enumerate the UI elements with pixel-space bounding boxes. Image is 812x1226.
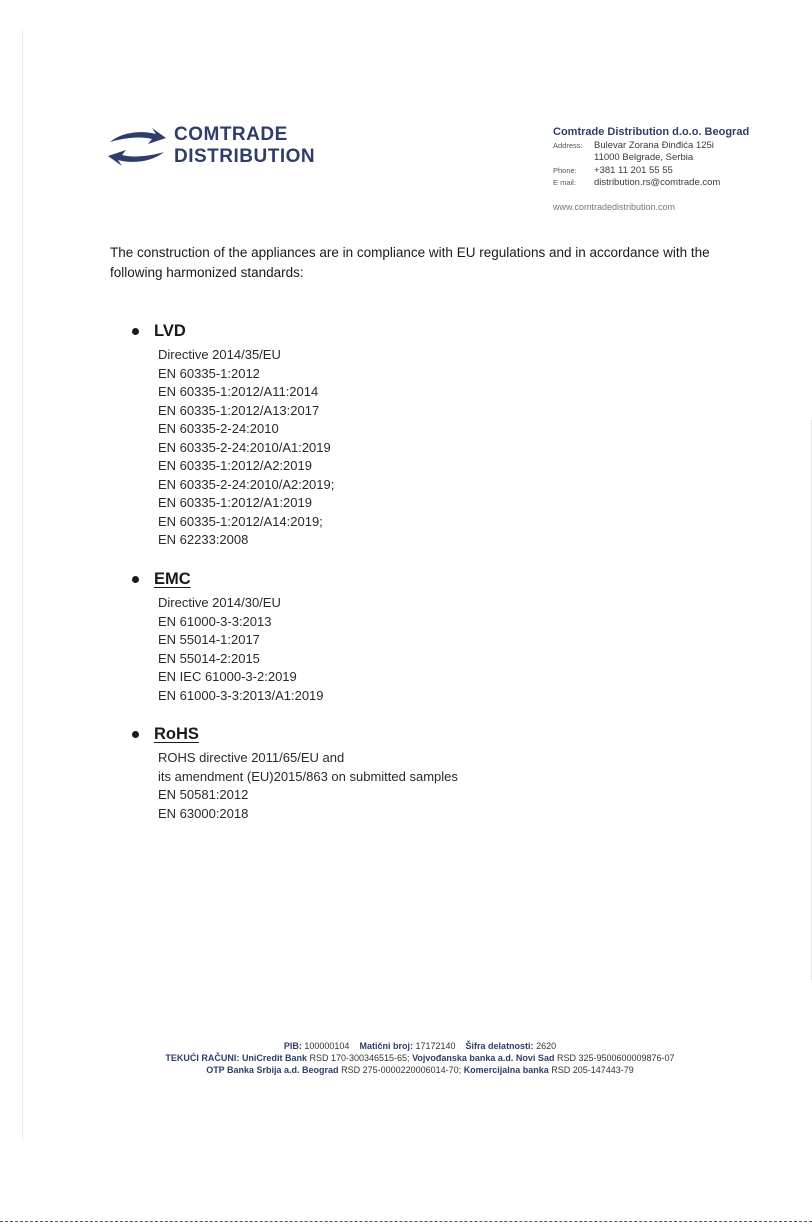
list-item: EN 61000-3-3:2013/A1:2019: [158, 687, 324, 703]
standards-list: [158, 749, 632, 823]
list-item: ROHS directive 2011/65/EU and: [158, 750, 345, 765]
section-title: RoHS: [154, 724, 199, 743]
bullet-icon: [132, 328, 139, 335]
list-item: EN 60335-1:2012/A14:2019;: [158, 513, 323, 529]
phone-value: +381 11 201 55 55: [594, 164, 673, 176]
list-item: its amendment (EU)2015/863 on submitted samples: [158, 768, 458, 784]
bank-name: Komercijalna banka: [463, 1065, 549, 1075]
spacer: [553, 152, 594, 165]
phone-row: [553, 165, 803, 178]
company-name: Comtrade Distribution d.o.o. Beograd: [553, 126, 750, 138]
footer-line-1: [100, 1040, 740, 1052]
page-edge-left: [22, 30, 23, 1140]
list-item: EN 50581:2012: [158, 787, 249, 802]
sifra-value: 2620: [536, 1041, 557, 1051]
section-title: EMC: [154, 569, 191, 588]
list-item: EN 60335-1:2012: [158, 365, 260, 381]
bullet-icon: [132, 576, 139, 583]
intro-paragraph: The construction of the appliances are in compliance with EU regulations and in accordance with the following harmonized standards:: [110, 245, 710, 280]
section-header: [132, 319, 632, 343]
bank-name: Vojvođanska banka a.d. Novi Sad: [412, 1053, 555, 1063]
email-row: [553, 177, 803, 190]
address-row: [553, 140, 803, 153]
address-row-2: [553, 152, 803, 165]
pib-value: 100000104: [304, 1041, 350, 1051]
list-item: EN 60335-1:2012/A2:2019: [158, 458, 312, 473]
list-item: Directive 2014/35/EU: [158, 347, 281, 362]
website: www.comtradedistribution.com: [553, 201, 676, 212]
email-label: E mail:: [553, 178, 576, 187]
section-title: LVD: [154, 321, 186, 340]
list-item: EN 55014-2:2015: [158, 650, 260, 666]
sifra-label: Šifra delatnosti:: [465, 1041, 534, 1051]
list-item: EN 60335-1:2012/A13:2017: [158, 402, 320, 418]
list-item: EN 61000-3-3:2013: [158, 613, 272, 629]
list-item: EN 63000:2018: [158, 805, 249, 821]
email-value: distribution.rs@comtrade.com: [594, 177, 721, 188]
bank-account: RSD 170-300346515-65;: [309, 1053, 410, 1063]
list-item: EN 55014-1:2017: [158, 632, 260, 647]
list-item: EN 60335-1:2012/A11:2014: [158, 384, 319, 399]
standards-list: [158, 594, 632, 705]
section-lvd: [132, 319, 632, 550]
company-logo: [108, 124, 328, 172]
company-info: [553, 126, 803, 213]
bullet-icon: [132, 731, 139, 738]
address-line-1: Bulevar Zorana Đinđića 125i: [594, 139, 714, 151]
section-rohs: [132, 722, 632, 823]
page-bottom-divider: [0, 1221, 812, 1222]
logo-line-2: DISTRIBUTION: [174, 146, 316, 167]
bank-account: RSD 205-147443-79: [551, 1065, 634, 1075]
section-header: [132, 722, 632, 746]
list-item: EN 60335-1:2012/A1:2019: [158, 495, 312, 510]
accounts-label: TEKUĆI RAČUNI:: [165, 1053, 240, 1063]
logo-wordmark: [174, 124, 315, 168]
mb-label: Matični broj:: [359, 1041, 413, 1051]
bank-account: RSD 275-0000220006014-70;: [341, 1065, 462, 1075]
section-emc: [132, 567, 632, 705]
address-line-2: 11000 Belgrade, Serbia: [594, 152, 694, 163]
comtrade-arrows-logo-icon: [108, 126, 166, 170]
list-item: EN 60335-2-24:2010/A1:2019: [158, 439, 331, 455]
footer-line-3: [100, 1064, 740, 1076]
address-label: Address:: [553, 140, 583, 150]
pib-label: PIB:: [283, 1041, 302, 1051]
footer: [100, 1040, 740, 1076]
logo-line-1: COMTRADE: [174, 124, 288, 145]
section-header: [132, 567, 632, 591]
list-item: EN 62233:2008: [158, 532, 249, 547]
bank-name: UniCredit Bank: [241, 1053, 307, 1063]
standards-list: [158, 346, 632, 550]
list-item: EN 60335-2-24:2010/A2:2019;: [158, 476, 335, 492]
list-item: EN 60335-2-24:2010: [158, 421, 279, 436]
list-item: EN IEC 61000-3-2:2019: [158, 669, 297, 684]
bank-account: RSD 325-9500600009876-07: [556, 1053, 675, 1063]
footer-line-2: [100, 1052, 740, 1064]
mb-value: 17172140: [415, 1041, 456, 1051]
phone-label: Phone:: [553, 165, 577, 175]
list-item: Directive 2014/30/EU: [158, 595, 281, 610]
bank-name: OTP Banka Srbija a.d. Beograd: [206, 1065, 339, 1075]
